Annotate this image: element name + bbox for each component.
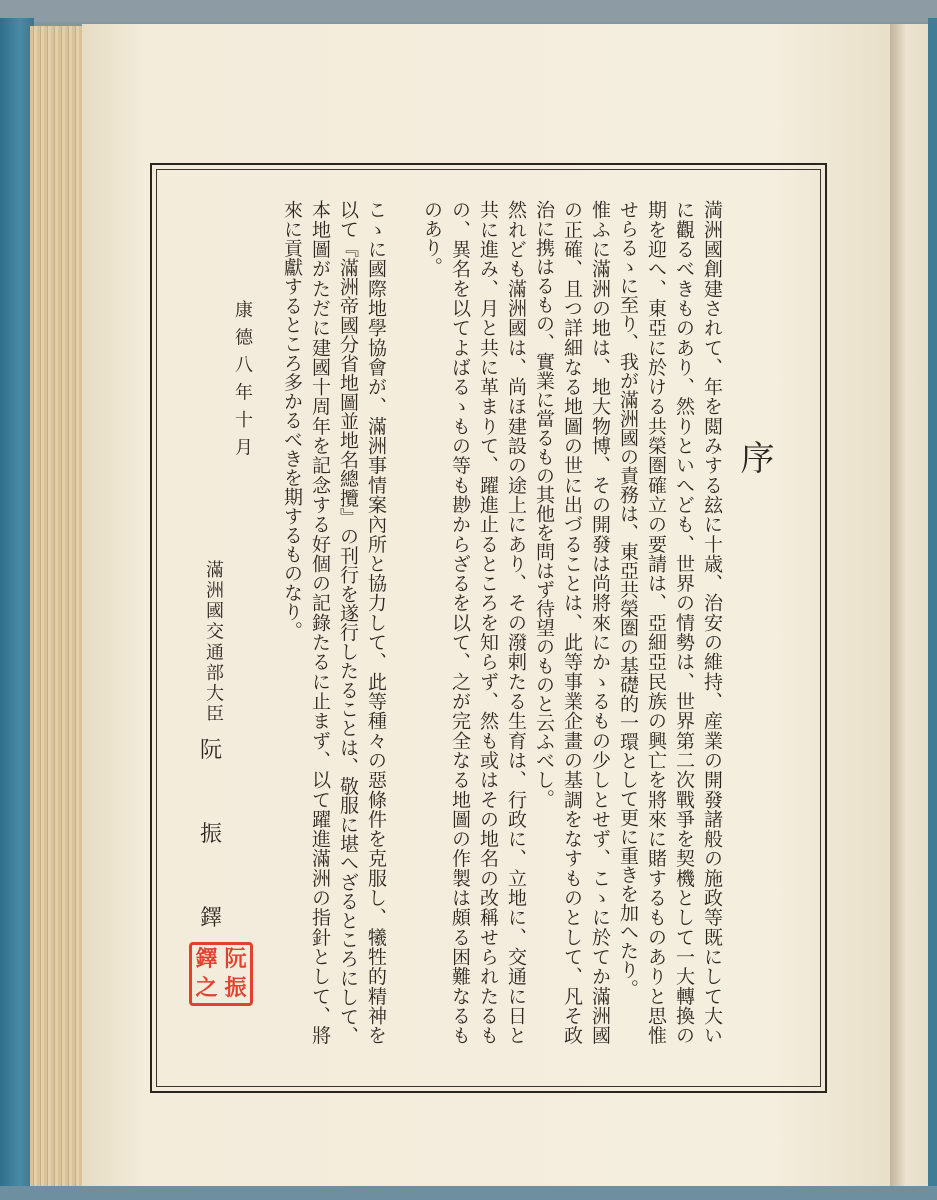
text-column: こゝに國際地學協會が、滿洲事情案內所と協力して、此等種々の惡條件を克服し、犧牲的精神を: [365, 200, 387, 1045]
signature-name-char: 振: [200, 822, 223, 847]
signature-office: 滿洲國交通部大臣: [203, 560, 224, 725]
text-column: 期を迎へ、東亞に於ける共榮圏確立の要請は、亞細亞民族の興亡を將來に賭するものありと思惟: [645, 200, 667, 1045]
red-seal-stamp: [189, 942, 253, 1006]
text-column: 來に貢獻するところ多かるべきを期するものなり。: [281, 200, 303, 640]
text-column: のあり。: [421, 200, 443, 276]
text-column: 以て『滿洲帝國分省地圖並地名總攬』の刊行を遂行したることは、敬服に堪へざるところにして、: [337, 200, 359, 1045]
text-column: 満洲國創建されて、年を閲みする玆に十歳、治安の維持、産業の開發諸般の施政等既にして大い: [701, 200, 723, 1045]
signature-name-char: 阮: [200, 738, 223, 763]
book-cover-right: [928, 18, 937, 1200]
text-column: 然れども滿洲國は、尚ほ建設の途上にあり、その潑剌たる生育は、行政に、立地に、交通に日と: [505, 200, 527, 1045]
signature-name-char: 鐸: [200, 906, 223, 931]
seal-char: 振: [224, 975, 247, 1001]
date: 康德八年十月: [232, 300, 253, 465]
text-column: 共に進み、月と共に革まりて、躍進止るところを知らず、然も或はその地名の改稱せられたるも: [477, 200, 499, 1045]
seal-char: 阮: [224, 946, 247, 972]
background-top: [0, 0, 937, 22]
book-cover-left: [0, 18, 34, 1200]
text-column: 惟ふに滿洲の地は、地大物博、その開發は尚將來にかゝるもの少しとせず、こゝに於てか滿洲國: [589, 200, 611, 1045]
page-edges: [30, 26, 85, 1186]
seal-char: 之: [195, 975, 218, 1001]
text-column: に觀るべきものあり、然りといへども、世界の情勢は、世界第二次戰爭を契機として一大轉換の: [673, 200, 695, 1045]
text-column: 治に携はるもの、實業に當るもの其他を問はず待望のものと云ふべし。: [533, 200, 555, 808]
text-column: 本地圖がただに建國十周年を記念する好個の記錄たるに止まず、以て躍進滿洲の指針として、將: [309, 200, 331, 1045]
text-column: の正確、且つ詳細なる地圖の世に出づることは、此等事業企畫の基調をなすものとして、凡そ政: [561, 200, 583, 1045]
page-title: 序: [734, 440, 774, 474]
facing-page-edge: [890, 24, 930, 1188]
text-column: せらるゝに至り、我が滿洲國の責務は、東亞共榮圏の基礎的一環として更に重きを加へたり。: [617, 200, 639, 998]
background-bottom: [0, 1186, 937, 1200]
seal-char: 鐸: [195, 946, 218, 972]
text-column: の、異名を以てよばるゝもの等も尠からざるを以て、之が完全なる地圖の作製は頗る困難なるも: [449, 200, 471, 1045]
